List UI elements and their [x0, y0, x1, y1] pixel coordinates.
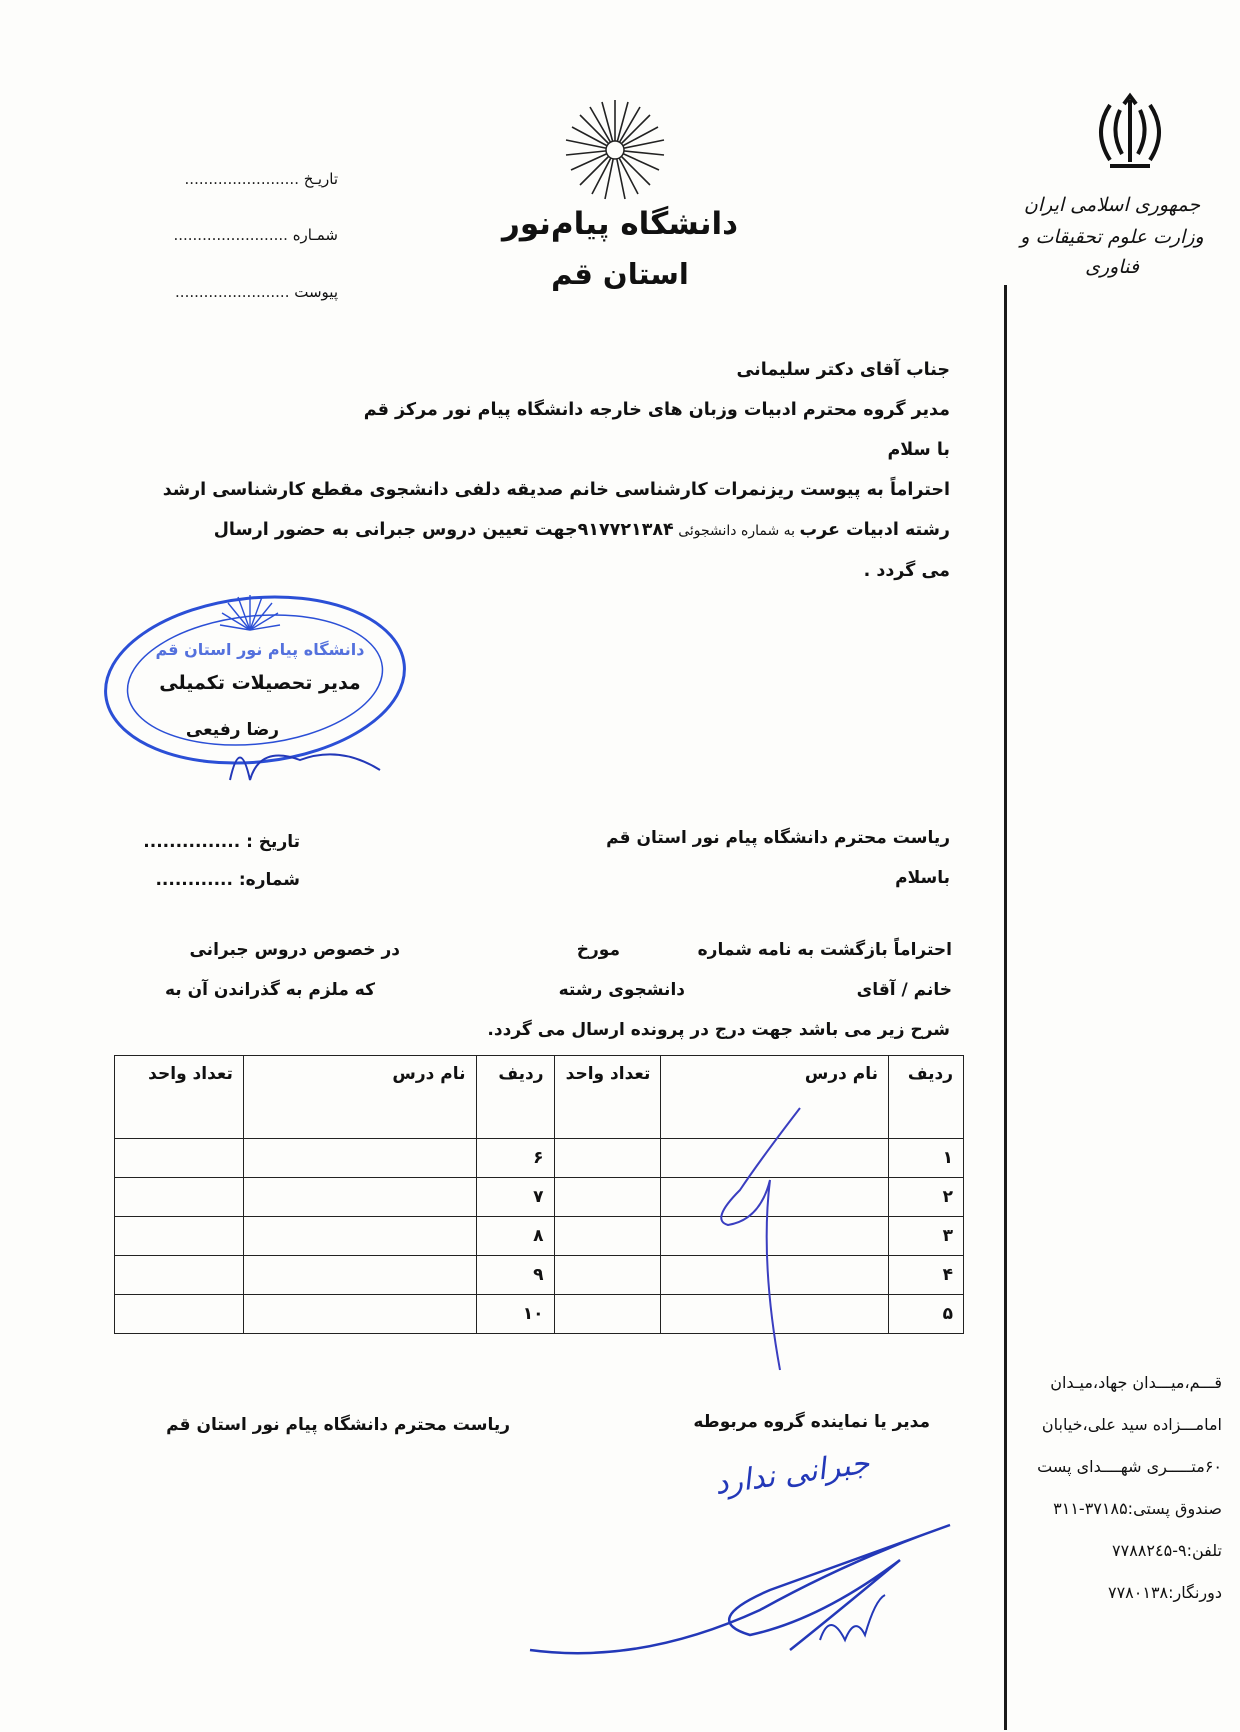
president-label: ریاست محترم دانشگاه پیام نور استان قم	[166, 1415, 510, 1435]
stamp-title: مدیر تحصیلات تکمیلی	[159, 672, 361, 694]
greeting: با سلام	[887, 440, 950, 460]
letter-body	[90, 350, 950, 591]
body-line	[90, 510, 950, 551]
body-line: می گردد .	[863, 561, 950, 581]
table-cell	[243, 1256, 476, 1295]
attachment-label: پیوست	[294, 283, 338, 301]
address-line: صندوق پستی:۳۷۱۸۵-۳۱۱	[1053, 1499, 1222, 1518]
table-cell	[115, 1178, 244, 1217]
table-cell: ۲	[889, 1178, 964, 1217]
reply-line1-c: در خصوص دروس جبرانی	[189, 940, 400, 960]
col-row-number: ردیف	[476, 1056, 554, 1139]
number-dots: ........................	[173, 226, 288, 244]
reply-line2-c: که ملزم به گذراندن آن به	[164, 980, 375, 1000]
reply-date: تاریخ : ...............	[143, 832, 300, 852]
table-cell	[243, 1295, 476, 1334]
table-cell: ۱۰	[476, 1295, 554, 1334]
table-cell	[115, 1256, 244, 1295]
dept-manager-label: مدیر یا نماینده گروه مربوطه	[693, 1412, 930, 1432]
university-name: دانشگاه پیام‌نور	[501, 206, 739, 242]
table-cell	[554, 1217, 661, 1256]
table-cell: ۸	[476, 1217, 554, 1256]
col-course-name: نام درس	[243, 1056, 476, 1139]
date-field	[88, 170, 338, 188]
address-line: قـــم،میـــدان جهاد،میـدان	[1050, 1373, 1222, 1392]
table-cell	[115, 1139, 244, 1178]
reply-line2-a: خانم / آقای	[856, 980, 952, 1000]
reply-line1-b: مورخ	[576, 940, 620, 960]
table-cell: ۷	[476, 1178, 554, 1217]
col-course-name: نام درس	[661, 1056, 889, 1139]
stamp-name: رضا رفیعی	[185, 720, 280, 740]
table-row	[115, 1139, 964, 1178]
number-field	[88, 226, 338, 244]
table-row	[115, 1295, 964, 1334]
province-name: استان قم	[551, 257, 689, 291]
student-number: ۹۱۷۷۲۱۳۸۴جهت تعیین دروس جبرانی به حضور ارسال	[213, 520, 674, 540]
table-cell: ۱	[889, 1139, 964, 1178]
address-line: تلفن:۹-۷۷۸۸۲٤۵	[1112, 1541, 1222, 1560]
table-header-row	[115, 1056, 964, 1139]
table-cell: ۶	[476, 1139, 554, 1178]
addressee-title: مدیر گروه محترم ادبیات وزبان های خارجه دانشگاه پیام نور مرکز قم	[363, 400, 950, 420]
field-of-study: رشته ادبیات عرب	[799, 520, 950, 540]
table-row	[115, 1217, 964, 1256]
student-number-label: به شماره دانشجوئی	[673, 523, 800, 539]
reply-greeting: باسلام	[895, 868, 950, 888]
col-row-number: ردیف	[889, 1056, 964, 1139]
university-logo-icon	[560, 95, 670, 205]
table-cell	[554, 1139, 661, 1178]
handwritten-note: جبرانی ندارد	[712, 1445, 872, 1502]
table-cell	[115, 1295, 244, 1334]
attachment-dots: ........................	[175, 283, 290, 301]
reply-line2-b: دانشجوی رشته	[558, 980, 685, 1000]
addressee: جناب آقای دکتر سلیمانی	[736, 360, 950, 380]
col-units: تعداد واحد	[115, 1056, 244, 1139]
reply-line1-a: احتراماً بازگشت به نامه شماره	[697, 940, 952, 960]
gov-line-2: وزارت علوم تحقیقات و فناوری	[1020, 226, 1204, 278]
table-cell	[554, 1178, 661, 1217]
table-cell: ۳	[889, 1217, 964, 1256]
reply-addressee: ریاست محترم دانشگاه پیام نور استان قم	[606, 828, 950, 848]
table-cell: ۵	[889, 1295, 964, 1334]
table-cell	[554, 1295, 661, 1334]
body-line: احتراماً به پیوست ریزنمرات کارشناسی خانم صدیقه دلفی دانشجوی مقطع کارشناسی ارشد	[162, 480, 950, 500]
table-row	[115, 1178, 964, 1217]
reply-line3: شرح زیر می باشد جهت درج در پرونده ارسال می گردد.	[487, 1020, 950, 1040]
table-cell	[554, 1256, 661, 1295]
iran-emblem-icon	[1080, 90, 1180, 180]
table-cell: ۹	[476, 1256, 554, 1295]
date-label: تاریـخ	[303, 170, 338, 188]
handwritten-signature	[520, 1500, 980, 1670]
address-block	[997, 1362, 1222, 1614]
date-dots: ........................	[184, 170, 299, 188]
table-cell	[243, 1178, 476, 1217]
table-cell	[243, 1217, 476, 1256]
table-cell	[243, 1139, 476, 1178]
reply-number: شماره: ............	[155, 870, 300, 890]
courses-table	[114, 1055, 964, 1334]
address-line: دورنگار:۷۷۸۰۱۳۸	[1107, 1583, 1222, 1602]
gov-line-1: جمهوری اسلامی ایران	[1023, 194, 1201, 216]
number-label: شمـاره	[292, 226, 338, 244]
stamp-ring-text: دانشگاه پیام نور استان قم	[155, 640, 365, 659]
col-units: تعداد واحد	[554, 1056, 661, 1139]
address-line: امامـــزاده سید علی،خیابان	[1041, 1415, 1222, 1434]
table-cell	[115, 1217, 244, 1256]
table-row	[115, 1256, 964, 1295]
attachment-field	[88, 283, 338, 301]
table-cell: ۴	[889, 1256, 964, 1295]
pen-strike-mark	[700, 1100, 820, 1380]
address-line: ۶۰متـــــری شهــــدای پست	[1037, 1457, 1222, 1476]
